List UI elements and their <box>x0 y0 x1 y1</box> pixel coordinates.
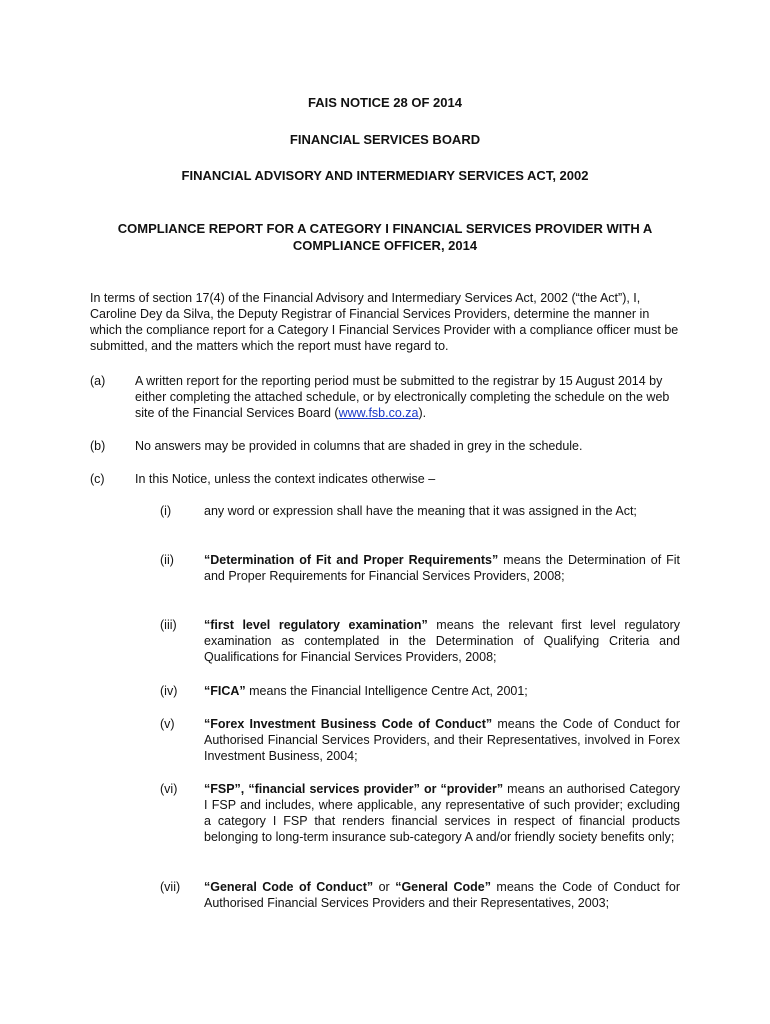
definition-body: means an authorised Category I FSP and includes, where applicable, any representative of such provider; excluding a category I FSP that renders financial services in respect of financial products belonging to long-term insurance sub-category A and/or friendly society benefits only; <box>204 782 680 844</box>
definition-label: (iv) <box>160 684 178 698</box>
definition-term: “Determination of Fit and Proper Requirements” <box>204 553 499 567</box>
definition-body: means the Determination of Fit and Proper Requirements for Financial Services Providers, 2008; <box>204 553 681 583</box>
definition-text <box>204 617 680 665</box>
act-title: FINANCIAL ADVISORY AND INTERMEDIARY SERVICES ACT, 2002 <box>181 168 589 183</box>
definition-body: means the relevant first level regulatory examination as contemplated in the Determination of Qualifying Criteria and Qualifications for Financial Services Providers, 2008; <box>204 618 680 664</box>
board-title: FINANCIAL SERVICES BOARD <box>289 132 481 147</box>
definition-text <box>204 781 680 845</box>
notice-title: FAIS NOTICE 28 OF 2014 <box>308 95 462 110</box>
definition-term: “General Code of Conduct” <box>204 880 374 894</box>
definition-term: “Forex Investment Business Code of Conduct” <box>204 717 493 731</box>
definition-text <box>204 503 680 519</box>
definition-label: (vi) <box>160 782 178 796</box>
definition-body: means the Code of Conduct for Authorised Financial Services Providers, and their Representatives, involved in Forex Investment Business, 2004; <box>204 717 680 763</box>
definition-body: means the Financial Intelligence Centre Act, 2001; <box>245 684 528 698</box>
paragraph-text-after: ). <box>418 406 427 420</box>
definition-body: means the Code of Conduct for Authorised Financial Services Providers and their Representatives, 2003; <box>204 880 681 910</box>
definition-connector: or <box>373 880 396 894</box>
definition-text <box>204 552 680 584</box>
definition-label: (iii) <box>160 618 177 632</box>
definition-label: (vii) <box>160 880 181 894</box>
paragraph-text: No answers may be provided in columns that are shaded in grey in the schedule. <box>135 439 583 453</box>
intro-paragraph: In terms of section 17(4) of the Financial Advisory and Intermediary Services Act, 2002 (“the Act”), I, Caroline Dey da Silva, the Deputy Registrar of Financial Services Providers, determine the manner in which the compliance report for a Category I Financial Services Provider with a compliance officer must be submitted, and the matters which the report must have regard to. <box>90 291 679 353</box>
definition-label: (i) <box>160 504 172 518</box>
fsb-website-link[interactable]: www.fsb.co.za <box>338 406 419 420</box>
definition-text <box>204 683 680 699</box>
report-title: COMPLIANCE REPORT FOR A CATEGORY I FINANCIAL SERVICES PROVIDER WITH A COMPLIANCE OFFICER, 2014 <box>117 221 653 253</box>
paragraph-text <box>135 373 680 421</box>
definition-term: “FICA” <box>204 684 246 698</box>
definition-text <box>204 716 680 764</box>
definition-term: “FSP”, “financial services provider” or “provider” <box>204 782 504 796</box>
paragraph-label: (c) <box>90 472 105 486</box>
paragraph-text-before: A written report for the reporting period must be submitted to the registrar by 15 August 2014 by either completing the attached schedule, or by electronically completing the schedule on the web site of the Financial Services Board ( <box>135 374 670 420</box>
paragraph-label: (a) <box>90 374 106 388</box>
paragraph-text: In this Notice, unless the context indicates otherwise – <box>135 472 436 486</box>
paragraph-label: (b) <box>90 439 106 453</box>
definition-label: (ii) <box>160 553 174 567</box>
definition-term-alt: “General Code” <box>395 880 491 894</box>
definition-label: (v) <box>160 717 175 731</box>
definition-body: any word or expression shall have the meaning that it was assigned in the Act; <box>204 504 637 518</box>
definition-term: “first level regulatory examination” <box>204 618 428 632</box>
definition-text <box>204 879 680 911</box>
